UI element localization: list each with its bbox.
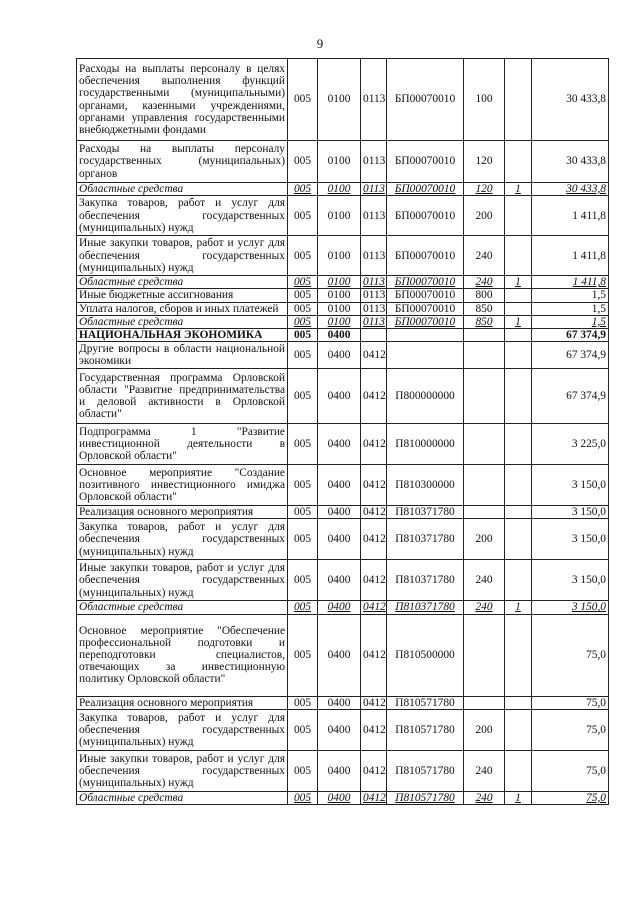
table-row (77, 750, 609, 791)
col-glava: 005 (288, 465, 318, 506)
row-name: Уплата налогов, сборов и иных платежей (77, 302, 288, 315)
col-glava: 005 (288, 369, 318, 424)
col-funding-source (505, 465, 532, 506)
col-podrazdel: 0113 (361, 196, 387, 236)
col-funding-source: 1 (505, 315, 532, 328)
col-podrazdel: 0113 (361, 276, 387, 289)
col-expense-type (464, 614, 505, 696)
table-row (77, 329, 609, 342)
col-funding-source: 1 (505, 183, 532, 196)
col-funding-source (505, 329, 532, 342)
col-target-article: БП00070010 (387, 183, 464, 196)
col-podrazdel: 0412 (361, 709, 387, 750)
col-razdel: 0100 (318, 315, 361, 328)
col-target-article: П810371780 (387, 506, 464, 519)
col-podrazdel: 0412 (361, 519, 387, 560)
col-razdel: 0100 (318, 302, 361, 315)
col-amount: 30 433,8 (532, 141, 609, 183)
col-podrazdel: 0412 (361, 560, 387, 601)
col-funding-source (505, 342, 532, 369)
col-target-article: БП00070010 (387, 59, 464, 141)
row-name: НАЦИОНАЛЬНАЯ ЭКОНОМИКА (77, 329, 288, 342)
col-amount: 67 374,9 (532, 329, 609, 342)
row-name: Закупка товаров, работ и услуг для обеспечения государственных (муниципальных) нужд (77, 709, 288, 750)
col-funding-source: 1 (505, 791, 532, 804)
col-funding-source (505, 614, 532, 696)
col-target-article: БП00070010 (387, 276, 464, 289)
col-amount: 75,0 (532, 614, 609, 696)
col-expense-type: 800 (464, 289, 505, 302)
col-expense-type: 120 (464, 141, 505, 183)
col-podrazdel: 0412 (361, 601, 387, 614)
table-row (77, 315, 609, 328)
col-expense-type: 240 (464, 791, 505, 804)
col-expense-type: 200 (464, 196, 505, 236)
col-amount: 3 150,0 (532, 465, 609, 506)
col-target-article: П810571780 (387, 696, 464, 709)
col-expense-type (464, 329, 505, 342)
col-amount: 30 433,8 (532, 183, 609, 196)
table-row (77, 424, 609, 465)
col-funding-source (505, 424, 532, 465)
col-amount: 3 150,0 (532, 560, 609, 601)
col-expense-type: 100 (464, 59, 505, 141)
row-name: Расходы на выплаты персоналу государственных (муниципальных) органов (77, 141, 288, 183)
col-podrazdel: 0113 (361, 302, 387, 315)
col-glava: 005 (288, 236, 318, 276)
col-podrazdel: 0412 (361, 465, 387, 506)
col-glava: 005 (288, 709, 318, 750)
col-funding-source (505, 709, 532, 750)
table-row (77, 791, 609, 804)
row-name: Государственная программа Орловской области "Развитие предпринимательства и деловой активности в Орловской области" (77, 369, 288, 424)
col-amount: 75,0 (532, 709, 609, 750)
col-amount: 1,5 (532, 302, 609, 315)
col-amount: 1 411,8 (532, 196, 609, 236)
col-expense-type: 240 (464, 236, 505, 276)
col-glava: 005 (288, 791, 318, 804)
table-row (77, 709, 609, 750)
col-razdel: 0100 (318, 289, 361, 302)
col-expense-type: 240 (464, 601, 505, 614)
table-row (77, 302, 609, 315)
row-name: Основное мероприятие "Обеспечение профессиональной подготовки и переподготовки специалистов, отвечающих за инвестиционную политику Орловской области" (77, 614, 288, 696)
col-razdel: 0400 (318, 750, 361, 791)
col-expense-type: 120 (464, 183, 505, 196)
col-razdel: 0100 (318, 196, 361, 236)
col-razdel: 0400 (318, 560, 361, 601)
table-row (77, 236, 609, 276)
col-glava: 005 (288, 289, 318, 302)
col-funding-source: 1 (505, 276, 532, 289)
col-razdel: 0400 (318, 614, 361, 696)
col-glava: 005 (288, 424, 318, 465)
col-razdel: 0400 (318, 696, 361, 709)
col-target-article: П810371780 (387, 601, 464, 614)
col-glava: 005 (288, 614, 318, 696)
col-funding-source (505, 519, 532, 560)
col-target-article: П810371780 (387, 560, 464, 601)
table-body (77, 59, 609, 805)
col-podrazdel: 0113 (361, 289, 387, 302)
col-podrazdel: 0113 (361, 315, 387, 328)
col-amount: 75,0 (532, 791, 609, 804)
col-funding-source (505, 141, 532, 183)
col-expense-type (464, 506, 505, 519)
col-glava: 005 (288, 601, 318, 614)
col-amount: 3 150,0 (532, 506, 609, 519)
table-row (77, 601, 609, 614)
col-podrazdel: 0113 (361, 141, 387, 183)
col-podrazdel: 0412 (361, 424, 387, 465)
col-glava: 005 (288, 342, 318, 369)
table-row (77, 196, 609, 236)
col-razdel: 0400 (318, 519, 361, 560)
table-row (77, 369, 609, 424)
col-target-article: П810500000 (387, 614, 464, 696)
col-glava: 005 (288, 276, 318, 289)
row-name: Реализация основного мероприятия (77, 696, 288, 709)
col-podrazdel: 0412 (361, 369, 387, 424)
col-expense-type (464, 342, 505, 369)
col-amount: 67 374,9 (532, 342, 609, 369)
row-name: Закупка товаров, работ и услуг для обеспечения государственных (муниципальных) нужд (77, 196, 288, 236)
col-podrazdel: 0412 (361, 614, 387, 696)
col-glava: 005 (288, 196, 318, 236)
col-funding-source (505, 750, 532, 791)
col-target-article: БП00070010 (387, 302, 464, 315)
row-name: Областные средства (77, 315, 288, 328)
col-razdel: 0400 (318, 424, 361, 465)
col-funding-source (505, 289, 532, 302)
table-row (77, 289, 609, 302)
col-razdel: 0400 (318, 329, 361, 342)
col-funding-source (505, 369, 532, 424)
col-glava: 005 (288, 519, 318, 560)
col-razdel: 0400 (318, 342, 361, 369)
col-funding-source: 1 (505, 601, 532, 614)
table-row (77, 183, 609, 196)
col-amount: 75,0 (532, 696, 609, 709)
row-name: Областные средства (77, 791, 288, 804)
col-razdel: 0100 (318, 276, 361, 289)
col-glava: 005 (288, 506, 318, 519)
col-podrazdel: 0412 (361, 696, 387, 709)
row-name: Подпрограмма 1 "Развитие инвестиционной деятельности в Орловской области" (77, 424, 288, 465)
table-row (77, 276, 609, 289)
table-row (77, 465, 609, 506)
col-glava: 005 (288, 315, 318, 328)
col-razdel: 0400 (318, 791, 361, 804)
col-target-article: БП00070010 (387, 289, 464, 302)
row-name: Областные средства (77, 276, 288, 289)
col-funding-source (505, 696, 532, 709)
col-target-article: П810571780 (387, 709, 464, 750)
col-expense-type: 240 (464, 750, 505, 791)
col-amount: 1,5 (532, 289, 609, 302)
row-name: Областные средства (77, 601, 288, 614)
col-funding-source (505, 196, 532, 236)
col-expense-type: 240 (464, 560, 505, 601)
table-row (77, 519, 609, 560)
col-expense-type (464, 465, 505, 506)
col-target-article (387, 329, 464, 342)
col-amount: 1,5 (532, 315, 609, 328)
row-name: Закупка товаров, работ и услуг для обеспечения государственных (муниципальных) нужд (77, 519, 288, 560)
col-target-article: П810571780 (387, 791, 464, 804)
col-expense-type: 850 (464, 302, 505, 315)
col-target-article (387, 342, 464, 369)
col-podrazdel (361, 329, 387, 342)
col-glava: 005 (288, 141, 318, 183)
col-razdel: 0100 (318, 183, 361, 196)
col-amount: 3 225,0 (532, 424, 609, 465)
col-amount: 3 150,0 (532, 601, 609, 614)
col-razdel: 0100 (318, 141, 361, 183)
col-funding-source (505, 236, 532, 276)
col-funding-source (505, 59, 532, 141)
col-razdel: 0400 (318, 465, 361, 506)
col-razdel: 0400 (318, 709, 361, 750)
col-razdel: 0400 (318, 369, 361, 424)
col-amount: 1 411,8 (532, 236, 609, 276)
col-target-article: БП00070010 (387, 315, 464, 328)
col-podrazdel: 0113 (361, 59, 387, 141)
table-row (77, 59, 609, 141)
col-target-article: БП00070010 (387, 236, 464, 276)
col-target-article: П810000000 (387, 424, 464, 465)
col-podrazdel: 0412 (361, 506, 387, 519)
table-row (77, 560, 609, 601)
col-amount: 3 150,0 (532, 519, 609, 560)
col-glava: 005 (288, 329, 318, 342)
col-amount: 30 433,8 (532, 59, 609, 141)
row-name: Расходы на выплаты персоналу в целях обеспечения выполнения функций государственными (муниципальными) органами, казенными учреждениями, органами управления государственными внебюджетными фондами (77, 59, 288, 141)
col-expense-type: 200 (464, 519, 505, 560)
col-funding-source (505, 560, 532, 601)
col-podrazdel: 0113 (361, 236, 387, 276)
col-amount: 1 411,8 (532, 276, 609, 289)
col-expense-type: 240 (464, 276, 505, 289)
col-target-article: П810571780 (387, 750, 464, 791)
col-podrazdel: 0412 (361, 791, 387, 804)
table-row (77, 342, 609, 369)
col-glava: 005 (288, 560, 318, 601)
col-razdel: 0400 (318, 601, 361, 614)
col-expense-type (464, 424, 505, 465)
col-target-article: П810300000 (387, 465, 464, 506)
row-name: Основное мероприятие "Создание позитивного инвестиционного имиджа Орловской области" (77, 465, 288, 506)
col-target-article: БП00070010 (387, 141, 464, 183)
col-razdel: 0100 (318, 59, 361, 141)
col-target-article: БП00070010 (387, 196, 464, 236)
col-expense-type (464, 696, 505, 709)
col-podrazdel: 0412 (361, 750, 387, 791)
col-podrazdel: 0113 (361, 183, 387, 196)
table-row (77, 141, 609, 183)
col-amount: 75,0 (532, 750, 609, 791)
col-razdel: 0400 (318, 506, 361, 519)
col-razdel: 0100 (318, 236, 361, 276)
col-amount: 67 374,9 (532, 369, 609, 424)
col-glava: 005 (288, 750, 318, 791)
col-expense-type: 200 (464, 709, 505, 750)
row-name: Иные бюджетные ассигнования (77, 289, 288, 302)
col-glava: 005 (288, 302, 318, 315)
table-row (77, 506, 609, 519)
col-glava: 005 (288, 59, 318, 141)
col-target-article: П810371780 (387, 519, 464, 560)
table-row (77, 614, 609, 696)
page-number: 9 (316, 36, 324, 51)
row-name: Иные закупки товаров, работ и услуг для обеспечения государственных (муниципальных) нужд (77, 750, 288, 791)
col-target-article: П800000000 (387, 369, 464, 424)
row-name: Другие вопросы в области национальной экономики (77, 342, 288, 369)
col-funding-source (505, 506, 532, 519)
col-expense-type: 850 (464, 315, 505, 328)
row-name: Реализация основного мероприятия (77, 506, 288, 519)
row-name: Иные закупки товаров, работ и услуг для обеспечения государственных (муниципальных) нужд (77, 236, 288, 276)
col-glava: 005 (288, 183, 318, 196)
col-glava: 005 (288, 696, 318, 709)
row-name: Областные средства (77, 183, 288, 196)
row-name: Иные закупки товаров, работ и услуг для обеспечения государственных (муниципальных) нужд (77, 560, 288, 601)
budget-table (76, 58, 609, 805)
col-funding-source (505, 302, 532, 315)
table-row (77, 696, 609, 709)
col-podrazdel: 0412 (361, 342, 387, 369)
col-expense-type (464, 369, 505, 424)
